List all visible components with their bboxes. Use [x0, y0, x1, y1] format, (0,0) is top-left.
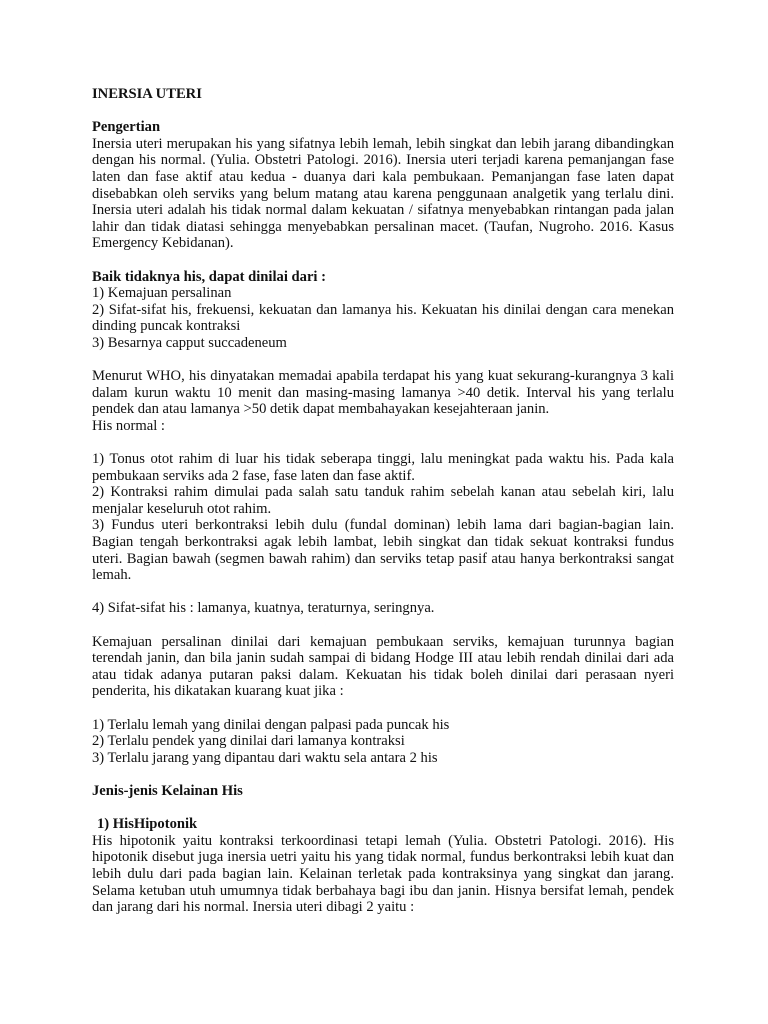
document-page	[92, 86, 674, 916]
paragraph-who: Menurut WHO, his dinyatakan memadai apabila terdapat his yang kuat sekurang-kurangnya 3 kali dalam kurun waktu 10 menit dan masing-masing lamanya >40 detik. Interval his yang terlalu pendek dan atau lamanya >50 detik dapat membahayakan kesejahteraan janin.	[92, 368, 674, 418]
section-heading-jenis-kelainan-his: Jenis-jenis Kelainan His	[92, 782, 243, 799]
document-title: INERSIA UTERI	[92, 86, 202, 102]
spacer	[92, 766, 674, 783]
spacer	[92, 617, 674, 634]
spacer	[92, 700, 674, 717]
list-item: 2) Sifat-sifat his, frekuensi, kekuatan dan lamanya his. Kekuatan his dinilai dengan cara menekan dinding puncak kontraksi	[92, 301, 674, 335]
list-item: 1) Tonus otot rahim di luar his tidak seberapa tinggi, lalu meningkat pada waktu his. Pada kala pembukaan serviks ada 2 fase, fase laten dan fase aktif.	[92, 451, 674, 484]
spacer	[92, 252, 674, 269]
spacer	[92, 800, 674, 817]
list-item: 3) Terlalu jarang yang dipantau dari waktu sela antara 2 his	[92, 749, 438, 766]
list-item: 2) Kontraksi rahim dimulai pada salah satu tanduk rahim sebelah kanan atau sebelah kiri, lalu menjalar keseluruh otot rahim.	[92, 484, 674, 517]
section-heading-baik-tidaknya-his: Baik tidaknya his, dapat dinilai dari :	[92, 268, 326, 285]
spacer	[92, 352, 674, 369]
list-item: 1) Kemajuan persalinan	[92, 285, 232, 302]
label-his-normal: His normal :	[92, 417, 165, 434]
spacer	[92, 103, 674, 120]
list-item: 2) Terlalu pendek yang dinilai dari lamanya kontraksi	[92, 733, 405, 750]
list-kurang-kuat	[92, 717, 674, 767]
list-item: 1) Terlalu lemah yang dinilai dengan palpasi pada puncak his	[92, 716, 450, 733]
paragraph-sifat-his: 4) Sifat-sifat his : lamanya, kuatnya, teraturnya, seringnya.	[92, 600, 435, 617]
section-heading-pengertian: Pengertian	[92, 119, 161, 136]
list-his-normal	[92, 451, 674, 584]
spacer	[92, 434, 674, 451]
paragraph-his-hipotonik: His hipotonik yaitu kontraksi terkoordinasi tetapi lemah (Yulia. Obstetri Patologi. 2016). His hipotonik disebut juga inersia uetri yaitu his yang tidak normal, fundus berkontraksi lebih kuat dan lebih dulu dari pada bagian lain. Kelainan terletak pada kontraksinya yang singkat dan jarang. Selama ketuban utuh umumnya tidak berbahaya bagi ibu dan janin. Hisnya bersifat lemah, pendek dan jarang dari his normal. Inersia uteri dibagi 2 yaitu :	[92, 832, 674, 916]
spacer	[92, 584, 674, 601]
subheading-his-hipotonik: 1) HisHipotonik	[97, 816, 198, 833]
list-item: 3) Besarnya capput succadeneum	[92, 334, 287, 351]
list-item: 3) Fundus uteri berkontraksi lebih dulu (fundal dominan) lebih lama dari bagian-bagian lain. Bagian tengah berkontraksi agak lebih lambat, lebih singkat dan tidak sekuat kontraksi fundus uteri. Bagian bawah (segmen bawah rahim) dan serviks tetap pasif atau hanya berkontraksi sangat lemah.	[92, 517, 674, 584]
paragraph-kemajuan-persalinan: Kemajuan persalinan dinilai dari kemajuan pembukaan serviks, kemajuan turunnya bagian terendah janin, dan bila janin sudah sampai di bidang Hodge III atau lebih rendah dinilai dari ada atau tidak adanya putaran paksi dalam. Kekuatan his tidak boleh dinilai dari perasaan nyeri penderita, his dikatakan kuarang kuat jika :	[92, 633, 674, 700]
paragraph-pengertian: Inersia uteri merupakan his yang sifatnya lebih lemah, lebih singkat dan lebih jarang dibandingkan dengan his normal. (Yulia. Obstetri Patologi. 2016). Inersia uteri terjadi karena pemanjangan fase laten dan fase aktif atau kedua - duanya dari kala pembukaan. Pemanjangan fase laten dapat disebabkan oleh serviks yang belum matang atau karena penggunaan analgetik yang terlalu dini. Inersia uteri adalah his tidak normal dalam kekuatan / sifatnya menyebabkan rintangan pada jalan lahir dan tidak diatasi sehingga menyebabkan persalinan macet. (Taufan, Nugroho. 2016. Kasus Emergency Kebidanan).	[92, 135, 674, 252]
list-penilaian-his	[92, 285, 674, 351]
